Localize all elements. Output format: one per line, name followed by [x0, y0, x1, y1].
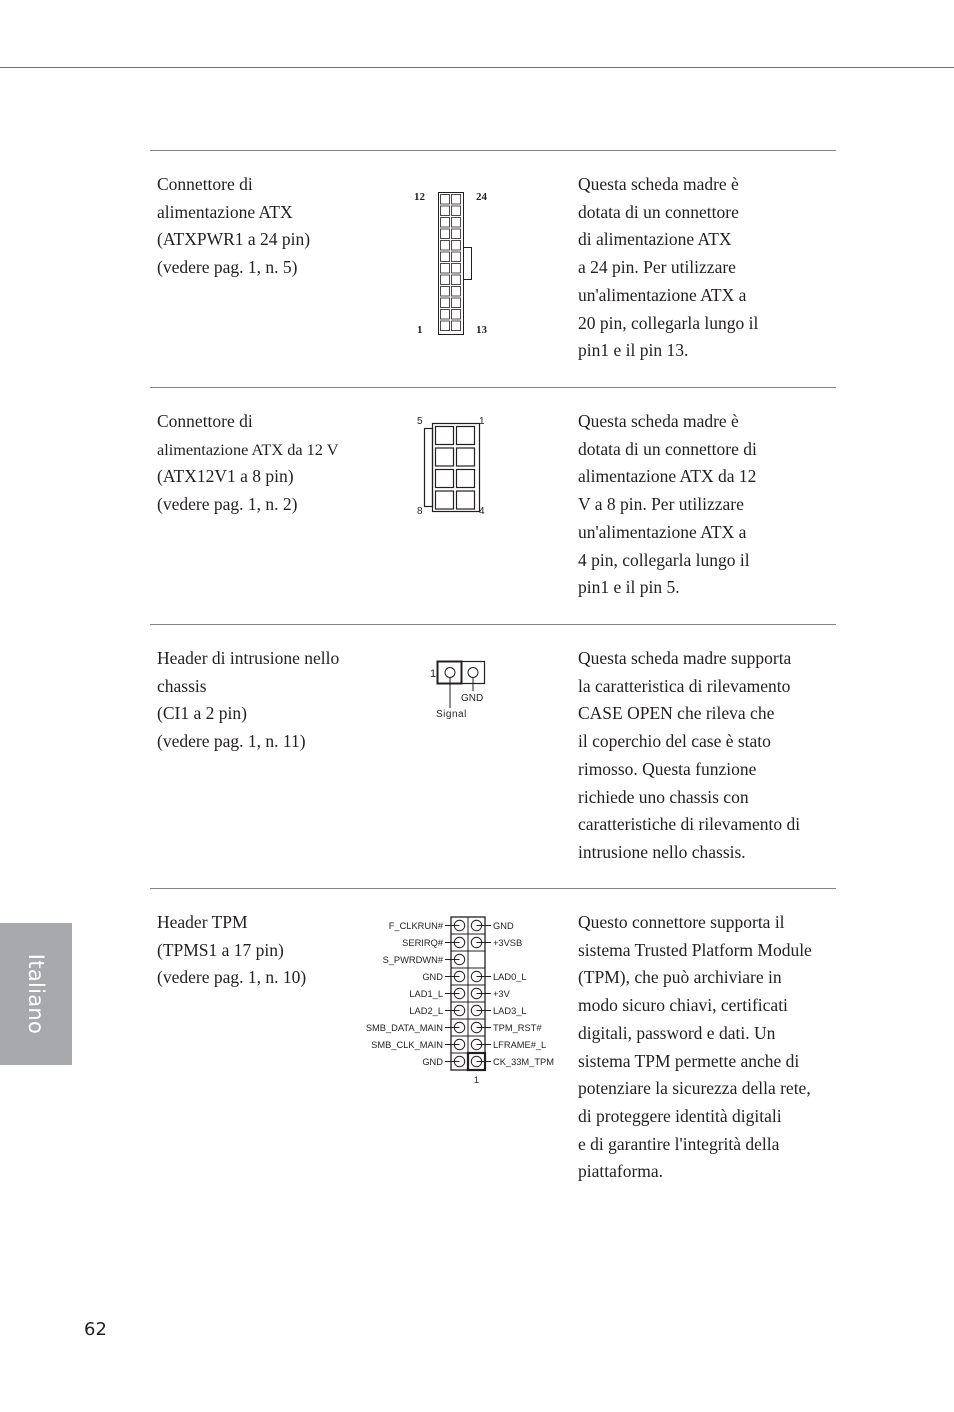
left-pin-label: SMB_DATA_MAIN: [365, 1022, 443, 1033]
right-pin-label: LFRAME#_L: [493, 1039, 547, 1050]
ci-title: [157, 645, 339, 756]
atxpwr-description: [578, 171, 758, 365]
left-pin-label: GND: [422, 971, 443, 982]
description-line: 4 pin, collegarla lungo il: [578, 549, 750, 570]
pin-cell: [457, 491, 475, 509]
title-line: Connettore di: [157, 411, 253, 431]
pin-cell: [441, 195, 450, 205]
left-pin-label: LAD2_L: [409, 1005, 443, 1016]
pin-cell: [452, 229, 461, 239]
description-line: V a 8 pin. Per utilizzare: [578, 494, 744, 515]
pin-cell: [452, 287, 461, 297]
description-line: piattaforma.: [578, 1161, 664, 1182]
tpm-header-diagram: [350, 910, 565, 1090]
description-line: CASE OPEN che rileva che: [578, 703, 775, 724]
title-line: (ATXPWR1 a 24 pin): [157, 229, 311, 250]
description-line: dotata di un connettore di: [578, 438, 757, 459]
description-line: 20 pin, collegarla lungo il: [578, 312, 759, 333]
description-line: il coperchio del case è stato: [578, 731, 771, 752]
right-pin-label: LAD3_L: [493, 1005, 527, 1016]
description-line: intrusione nello chassis.: [578, 841, 746, 862]
pin-cell: [441, 264, 450, 274]
description-line: (TPM), che può archiviare in: [578, 967, 782, 988]
right-pin-label: +3V: [493, 988, 510, 999]
left-pin-label: GND: [422, 1056, 443, 1067]
left-pin-label: LAD1_L: [409, 988, 443, 999]
title-line: (ATX12V1 a 8 pin): [157, 466, 294, 487]
description-line: sistema TPM permette anche di: [578, 1050, 800, 1071]
title-line: (vedere pag. 1, n. 5): [157, 257, 298, 278]
pin-label: 24: [476, 191, 487, 203]
pin-cell: [441, 275, 450, 285]
tpm-description: [578, 909, 812, 1186]
title-line: alimentazione ATX: [157, 201, 293, 222]
pin-cell: [441, 321, 450, 331]
pin-cell: [441, 252, 450, 262]
right-pin-label: +3VSB: [493, 937, 523, 948]
pin-cell: [436, 491, 454, 509]
title-line: Connettore di: [157, 174, 253, 194]
description-line: Questa scheda madre supporta: [578, 648, 792, 668]
description-line: di proteggere identità digitali: [578, 1105, 782, 1126]
pin-cell: [452, 321, 461, 331]
title-line: alimentazione ATX da 12 V: [157, 439, 339, 459]
description-line: dotata di un connettore: [578, 201, 739, 222]
pin-cell: [452, 252, 461, 262]
atx24-connector-diagram: [410, 185, 500, 340]
description-line: alimentazione ATX da 12: [578, 466, 757, 487]
pin-cell: [436, 427, 454, 445]
title-line: (CI1 a 2 pin): [157, 703, 247, 724]
pin-cell: [452, 264, 461, 274]
pin-cell: [436, 470, 454, 488]
tpm-pinout: [366, 917, 554, 1085]
description-line: la caratteristica di rilevamento: [578, 675, 791, 696]
title-line: (vedere pag. 1, n. 10): [157, 967, 307, 988]
description-line: a 24 pin. Per utilizzare: [578, 257, 736, 278]
pin-cell: [452, 195, 461, 205]
title-line: (vedere pag. 1, n. 11): [157, 731, 306, 752]
pin-cell: [441, 287, 450, 297]
description-line: rimosso. Questa funzione: [578, 758, 757, 779]
title-line: chassis: [157, 675, 207, 696]
pin-cell: [441, 206, 450, 216]
description-line: sistema Trusted Platform Module: [578, 939, 812, 960]
pin-cell: [436, 448, 454, 466]
atx12v-description: [578, 408, 757, 602]
left-pin-label: S_PWRDWN#: [382, 954, 443, 965]
description-line: digitali, password e dati. Un: [578, 1022, 776, 1043]
pin-label: 5: [417, 416, 423, 427]
pin-cell: [452, 206, 461, 216]
right-pin-label: LAD0_L: [493, 971, 527, 982]
pin-cell: [441, 298, 450, 308]
description-line: e di garantire l'integrità della: [578, 1133, 780, 1154]
pin1-label: 1: [473, 1075, 480, 1085]
description-line: caratteristiche di rilevamento di: [578, 814, 801, 835]
pin-cell: [457, 470, 475, 488]
description-line: Questa scheda madre è: [578, 411, 739, 431]
atx12v-connector-diagram: [410, 410, 495, 520]
description-line: richiede uno chassis con: [578, 786, 749, 807]
description-line: un'alimentazione ATX a: [578, 284, 747, 305]
gnd-label: GND: [461, 693, 484, 704]
right-pin-label: GND: [493, 920, 514, 931]
latch: [464, 248, 472, 280]
pin-cell: [452, 218, 461, 228]
atx12v-title: [157, 408, 338, 519]
description-line: pin1 e il pin 5.: [578, 577, 680, 598]
section-divider: [150, 888, 836, 889]
description-line: Questa scheda madre è: [578, 174, 739, 194]
right-pin-label: CK_33M_TPM: [493, 1056, 554, 1067]
pin-cell: [457, 448, 475, 466]
pin-cell: [441, 241, 450, 251]
page-number: 62: [84, 1319, 107, 1340]
description-line: un'alimentazione ATX a: [578, 521, 747, 542]
section-divider: [150, 624, 836, 625]
pin-cell: [452, 310, 461, 320]
pin-label: 1: [417, 324, 423, 336]
pin-cell: [452, 241, 461, 251]
section-divider: [150, 387, 836, 388]
pin-cell: [441, 218, 450, 228]
signal-label: Signal: [436, 709, 467, 720]
atxpwr-title: [157, 171, 310, 282]
left-pin-label: SMB_CLK_MAIN: [371, 1039, 443, 1050]
title-line: Header TPM: [157, 912, 248, 932]
pin-circle: [445, 668, 455, 678]
pin-cell: [457, 427, 475, 445]
ci-description: [578, 645, 800, 867]
pin-grid: [436, 427, 475, 510]
right-pin-label: TPM_RST#: [493, 1022, 542, 1033]
title-line: (vedere pag. 1, n. 2): [157, 494, 298, 515]
tpm-title: [157, 909, 306, 992]
pin-label: 12: [414, 191, 425, 203]
latch: [425, 429, 433, 507]
pin-label: 8: [417, 506, 423, 517]
pin-label: 13: [476, 324, 487, 336]
description-line: di alimentazione ATX: [578, 229, 732, 250]
pin-cell: [441, 310, 450, 320]
language-label: Italiano: [24, 953, 48, 1035]
left-pin-label: SERIRQ#: [402, 937, 443, 948]
description-line: pin1 e il pin 13.: [578, 340, 689, 361]
description-line: Questo connettore supporta il: [578, 912, 785, 932]
top-rule: [0, 67, 954, 68]
pin-grid: [441, 195, 461, 331]
pin-circle: [468, 668, 478, 678]
pin-cell: [452, 298, 461, 308]
description-line: modo sicuro chiavi, certificati: [578, 995, 788, 1016]
pin-cell: [452, 275, 461, 285]
pin1-label: 1: [430, 668, 437, 680]
title-line: (TPMS1 a 17 pin): [157, 939, 284, 960]
ci-header-diagram: [425, 655, 505, 725]
description-line: potenziare la sicurezza della rete,: [578, 1078, 811, 1099]
left-pin-label: F_CLKRUN#: [388, 920, 443, 931]
pin-cell: [441, 229, 450, 239]
language-side-tab: [0, 923, 72, 1065]
pin-label: 4: [479, 506, 485, 517]
title-line: Header di intrusione nello: [157, 648, 340, 668]
section-divider: [150, 150, 836, 151]
pin-label: 1: [479, 416, 485, 427]
